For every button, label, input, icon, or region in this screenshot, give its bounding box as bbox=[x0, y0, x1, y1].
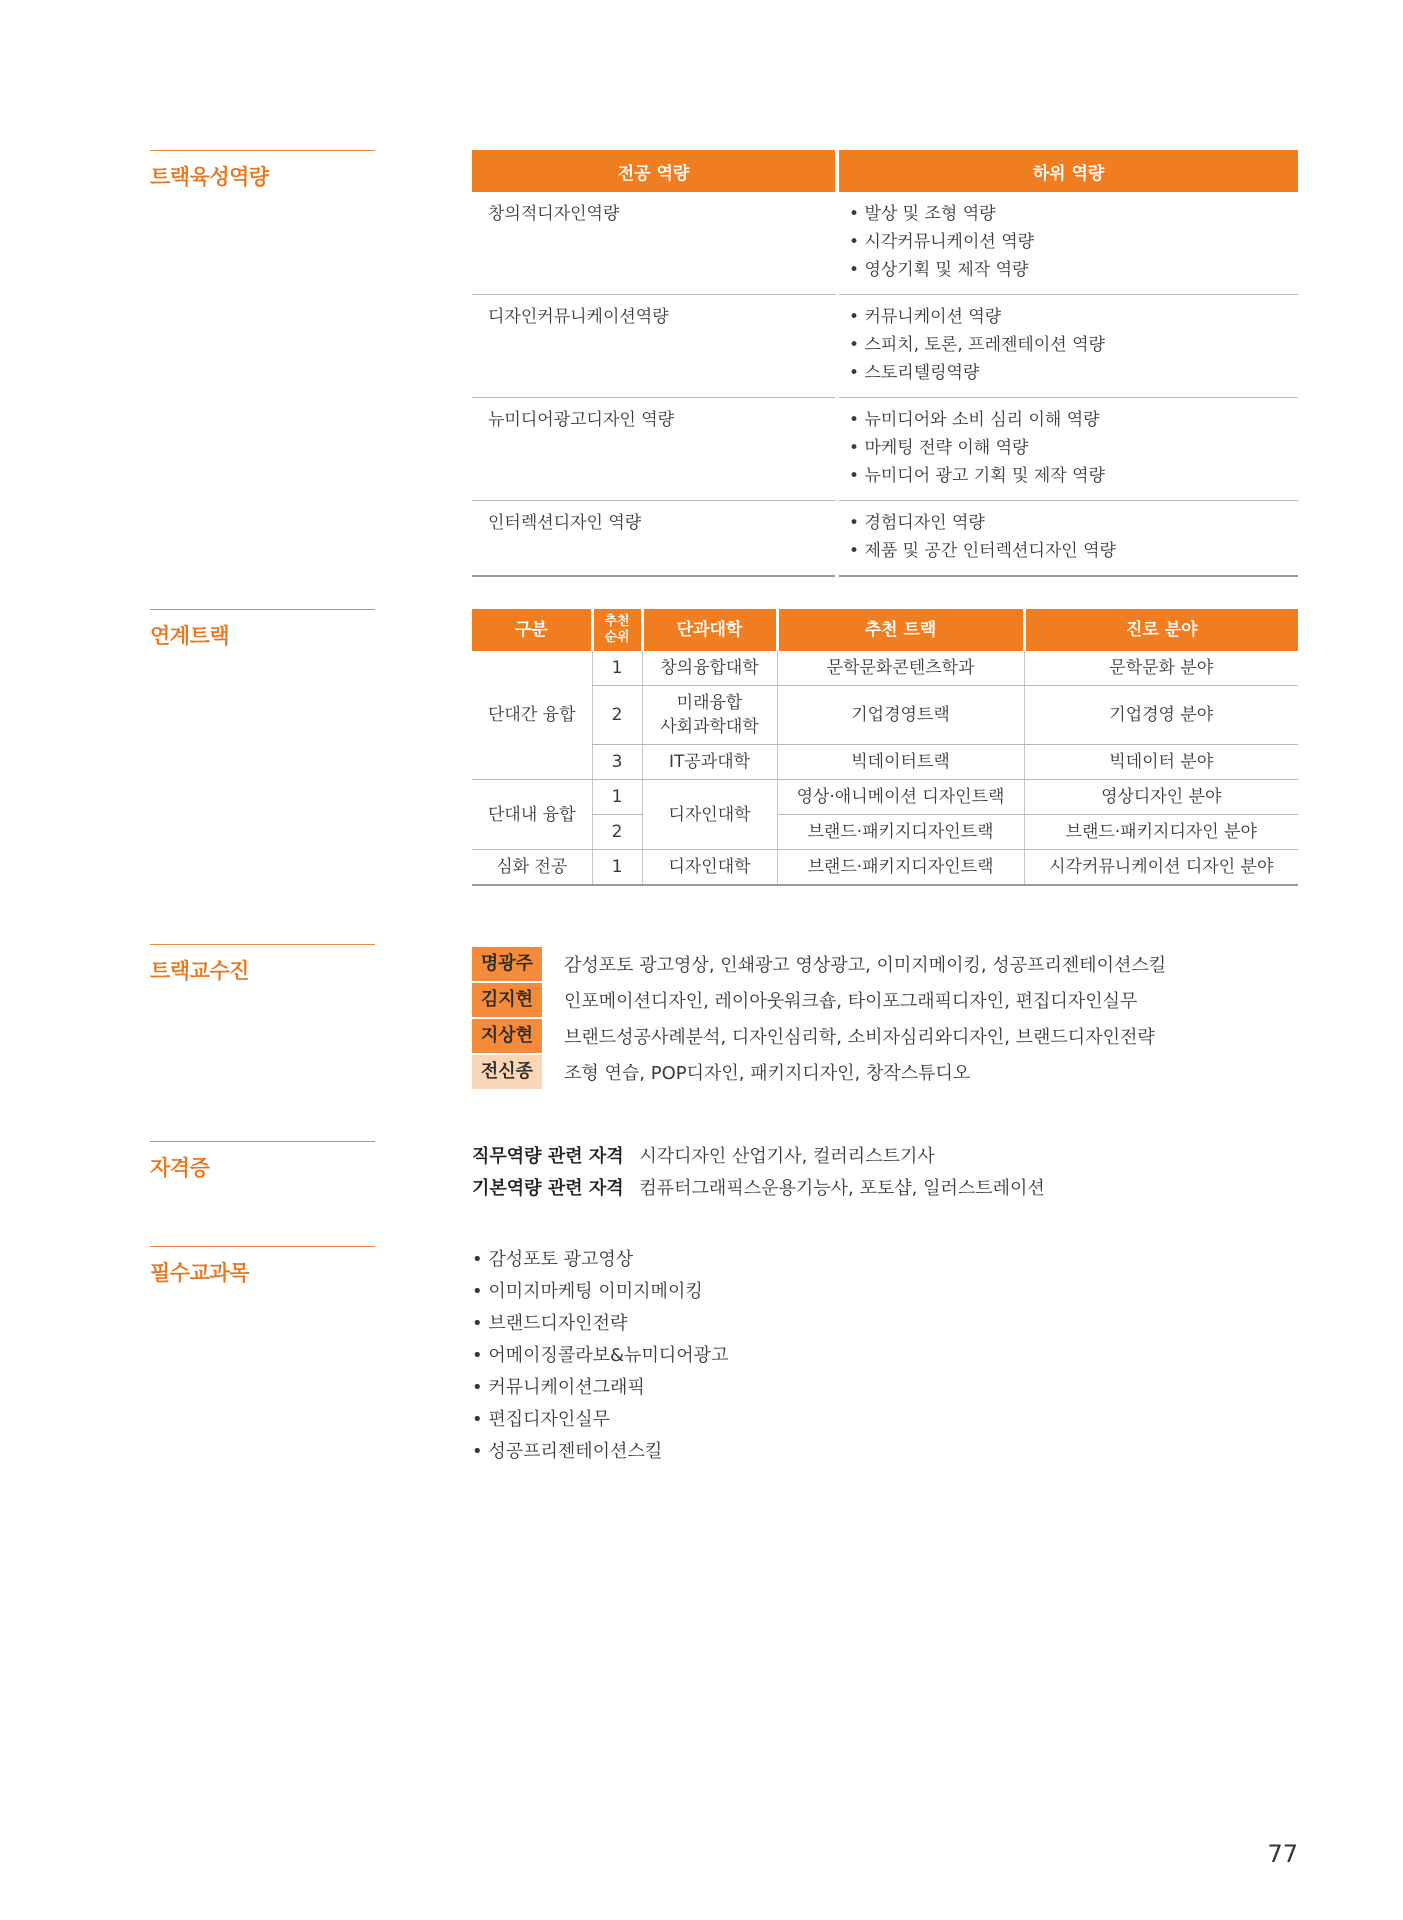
track-cell: 기업경영트랙 bbox=[777, 686, 1024, 745]
faculty-courses: 브랜드성공사례분석, 디자인심리학, 소비자심리와디자인, 브랜드디자인전략 bbox=[564, 1027, 1155, 1048]
college-line2: 사회과학대학 bbox=[660, 717, 759, 737]
sub-competency: • 영상기획 및 제작 역량 bbox=[849, 256, 1298, 284]
linked-track-table bbox=[472, 609, 1298, 886]
list-item: • 어메이징콜라보&뉴미디어광고 bbox=[472, 1340, 1298, 1372]
faculty-courses: 인포메이션디자인, 레이아웃워크숍, 타이포그래픽디자인, 편집디자인실무 bbox=[564, 991, 1138, 1012]
table-row bbox=[472, 686, 1298, 745]
list-item: • 성공프리젠테이션스킬 bbox=[472, 1436, 1298, 1468]
rank-cell: 1 bbox=[592, 850, 642, 886]
college-cell bbox=[642, 686, 777, 745]
faculty-row bbox=[472, 1018, 1298, 1054]
rank-cell: 3 bbox=[592, 745, 642, 780]
sub-competency: • 마케팅 전략 이해 역량 bbox=[849, 434, 1298, 462]
header-sub-competency: 하위 역량 bbox=[837, 150, 1298, 192]
faculty-name-badge: 명광주 bbox=[472, 947, 542, 981]
table-row bbox=[472, 815, 1298, 850]
track-cell: 브랜드·패키지디자인트랙 bbox=[777, 850, 1024, 886]
header-rank bbox=[592, 609, 642, 651]
sub-competency-list bbox=[837, 295, 1298, 398]
table-row bbox=[472, 745, 1298, 780]
certificate-row bbox=[472, 1141, 1298, 1173]
certificate-value: 컴퓨터그래픽스운용기능사, 포토샵, 일러스트레이션 bbox=[639, 1178, 1045, 1199]
faculty-courses: 감성포토 광고영상, 인쇄광고 영상광고, 이미지메이킹, 성공프리젠테이션스킬 bbox=[564, 955, 1167, 976]
faculty-row bbox=[472, 982, 1298, 1018]
page-number: 77 bbox=[1267, 1840, 1298, 1868]
table-row bbox=[472, 192, 1298, 295]
career-cell: 영상디자인 분야 bbox=[1024, 780, 1298, 815]
career-cell: 시각커뮤니케이션 디자인 분야 bbox=[1024, 850, 1298, 886]
table-row bbox=[472, 850, 1298, 886]
track-cell: 문학문화콘텐츠학과 bbox=[777, 651, 1024, 686]
faculty-content bbox=[472, 946, 1298, 1090]
header-college: 단과대학 bbox=[642, 609, 777, 651]
category-cell: 심화 전공 bbox=[472, 850, 592, 886]
track-cell: 빅데이터트랙 bbox=[777, 745, 1024, 780]
track-cell: 영상·애니메이션 디자인트랙 bbox=[777, 780, 1024, 815]
header-major-competency: 전공 역량 bbox=[472, 150, 837, 192]
linked-track-content bbox=[472, 609, 1298, 886]
table-row bbox=[472, 651, 1298, 686]
sub-competency-list bbox=[837, 398, 1298, 501]
sub-competency: • 경험디자인 역량 bbox=[849, 509, 1298, 537]
faculty-heading: 트랙교수진 bbox=[150, 944, 375, 985]
certificates-heading: 자격증 bbox=[150, 1141, 375, 1182]
certificates-content bbox=[472, 1141, 1298, 1205]
header-category: 구분 bbox=[472, 609, 592, 651]
career-cell: 기업경영 분야 bbox=[1024, 686, 1298, 745]
competency-header-row bbox=[472, 150, 1298, 192]
major-competency: 창의적디자인역량 bbox=[472, 192, 837, 295]
header-rank-line2: 순위 bbox=[604, 630, 630, 645]
list-item: • 감성포토 광고영상 bbox=[472, 1244, 1298, 1276]
rank-cell: 1 bbox=[592, 651, 642, 686]
sub-competency: • 커뮤니케이션 역량 bbox=[849, 303, 1298, 331]
major-competency: 인터렉션디자인 역량 bbox=[472, 501, 837, 577]
college-cell: IT공과대학 bbox=[642, 745, 777, 780]
college-line1: 미래융합 bbox=[676, 693, 743, 713]
sub-competency: • 스피치, 토론, 프레젠테이션 역량 bbox=[849, 331, 1298, 359]
certificate-label: 기본역량 관련 자격 bbox=[472, 1178, 624, 1199]
required-courses-heading: 필수교과목 bbox=[150, 1246, 375, 1287]
faculty-courses: 조형 연습, POP디자인, 패키지디자인, 창작스튜디오 bbox=[564, 1063, 971, 1084]
rank-cell: 2 bbox=[592, 815, 642, 850]
linked-header-row bbox=[472, 609, 1298, 651]
certificate-label: 직무역량 관련 자격 bbox=[472, 1146, 624, 1167]
sub-competency: • 발상 및 조형 역량 bbox=[849, 200, 1298, 228]
competency-heading: 트랙육성역량 bbox=[150, 150, 375, 191]
faculty-name-badge: 전신종 bbox=[472, 1055, 542, 1089]
college-cell: 디자인대학 bbox=[642, 780, 777, 850]
competency-table bbox=[472, 150, 1298, 577]
certificate-row bbox=[472, 1173, 1298, 1205]
certificate-value: 시각디자인 산업기사, 컬러리스트기사 bbox=[639, 1146, 935, 1167]
competency-content bbox=[472, 150, 1298, 577]
table-row bbox=[472, 780, 1298, 815]
sub-competency: • 스토리텔링역량 bbox=[849, 359, 1298, 387]
college-cell: 디자인대학 bbox=[642, 850, 777, 886]
linked-track-heading: 연계트랙 bbox=[150, 609, 375, 650]
career-cell: 문학문화 분야 bbox=[1024, 651, 1298, 686]
list-item: • 브랜드디자인전략 bbox=[472, 1308, 1298, 1340]
major-competency: 뉴미디어광고디자인 역량 bbox=[472, 398, 837, 501]
faculty-row bbox=[472, 946, 1298, 982]
sub-competency-list bbox=[837, 501, 1298, 577]
sub-competency: • 뉴미디어 광고 기획 및 제작 역량 bbox=[849, 462, 1298, 490]
faculty-name-badge: 지상현 bbox=[472, 1019, 542, 1053]
college-cell: 창의융합대학 bbox=[642, 651, 777, 686]
category-cell: 단대내 융합 bbox=[472, 780, 592, 850]
track-cell: 브랜드·패키지디자인트랙 bbox=[777, 815, 1024, 850]
table-row bbox=[472, 295, 1298, 398]
rank-cell: 2 bbox=[592, 686, 642, 745]
faculty-name-badge: 김지현 bbox=[472, 983, 542, 1017]
required-courses-content bbox=[472, 1244, 1298, 1468]
major-competency: 디자인커뮤니케이션역량 bbox=[472, 295, 837, 398]
list-item: • 편집디자인실무 bbox=[472, 1404, 1298, 1436]
sub-competency-list bbox=[837, 192, 1298, 295]
header-track: 추천 트랙 bbox=[777, 609, 1024, 651]
rank-cell: 1 bbox=[592, 780, 642, 815]
sub-competency: • 시각커뮤니케이션 역량 bbox=[849, 228, 1298, 256]
table-row bbox=[472, 501, 1298, 577]
faculty-row bbox=[472, 1054, 1298, 1090]
career-cell: 빅데이터 분야 bbox=[1024, 745, 1298, 780]
career-cell: 브랜드·패키지디자인 분야 bbox=[1024, 815, 1298, 850]
list-item: • 커뮤니케이션그래픽 bbox=[472, 1372, 1298, 1404]
sub-competency: • 뉴미디어와 소비 심리 이해 역량 bbox=[849, 406, 1298, 434]
category-cell: 단대간 융합 bbox=[472, 651, 592, 780]
table-row bbox=[472, 398, 1298, 501]
list-item: • 이미지마케팅 이미지메이킹 bbox=[472, 1276, 1298, 1308]
sub-competency: • 제품 및 공간 인터렉션디자인 역량 bbox=[849, 537, 1298, 565]
header-career: 진로 분야 bbox=[1024, 609, 1298, 651]
header-rank-line1: 추천 bbox=[604, 614, 630, 629]
